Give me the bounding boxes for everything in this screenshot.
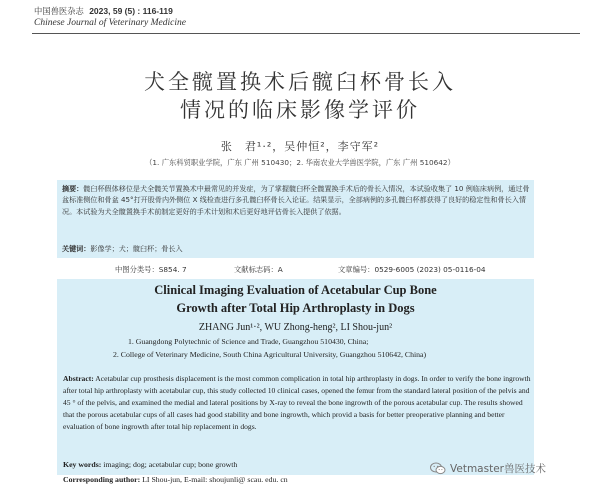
abstract-cn	[62, 183, 532, 217]
abstract-en-text: Acetabular cup prosthesis displacement is the most common complication in total hip arthroplasty in dogs. In order to verify the bone ingrowth after total hip arthroplasty with acetabular cup, this study collected 10 clinical cases, opened the femur from the standard lateral position of the pelvis and 45 ° of the pelvis, and examined the medial and lateral positions by X-ray to reveal the bone ingrowth of the porous acetabular cup. The results showed that the porous acetabular cups of all cases had good stability and bone ingrowth, which provid a basis for better preoperative planning and better evaluation of bone ingrowth after total hip replacement in dogs.	[63, 374, 531, 431]
journal-header	[34, 6, 186, 29]
watermark-text: Vetmaster兽医技术	[450, 463, 546, 475]
keywords-en	[63, 460, 237, 469]
corr-text: LI Shou-jun, E-mail: shoujunli@ scau. edu. cn	[142, 475, 288, 484]
abstract-cn-label: 摘要：	[62, 184, 84, 193]
title-cn-line2: 情况的临床影像学评价	[180, 98, 420, 122]
doc-code: 文献标志码：A	[234, 265, 283, 274]
header-rule	[32, 33, 580, 34]
keywords-cn-text: 影像学；犬；髋臼杯；骨长入	[90, 244, 183, 253]
abstract-en	[63, 373, 531, 433]
title-en-line2: Growth after Total Hip Arthroplasty in Dogs	[176, 301, 415, 315]
abstract-cn-text: 髋臼杯假体移位是犬全髋关节置换术中最常见的并发症，为了掌握髋臼杯全髋置换手术后的骨长入情况，本试验收集了 10 例临床病例，通过骨盆标准侧位和骨盆 45°打开股骨内外侧位 X 线检查进行多孔髋臼杯骨长入论证。结果显示，全部病例的多孔髋臼杯都获得了良好的稳定性和骨长入情况。本试验为犬全髋置换手术前制定更好的手术计划和术后更好地评估骨长入提供了依据。	[62, 184, 530, 216]
title-cn-line1: 犬全髋置换术后髋臼杯骨长入	[144, 70, 456, 94]
keywords-cn	[62, 244, 532, 254]
title-en-line1: Clinical Imaging Evaluation of Acetabular Cup Bone	[154, 283, 437, 297]
clc-number: 中图分类号：S854. 7	[115, 265, 187, 274]
keywords-cn-label: 关键词：	[62, 244, 91, 253]
keywords-en-text: imaging; dog; acetabular cup; bone growth	[103, 460, 238, 469]
corresponding-author	[63, 475, 288, 484]
keywords-en-label: Key words:	[63, 460, 102, 469]
affiliations-cn: （1. 广东科贸职业学院，广东 广州 510430；2. 华南农业大学兽医学院，广东 广州 510642）	[145, 158, 455, 167]
authors-cn: 张 君¹·²，吴仲恒²，李守军²	[220, 140, 380, 153]
authors-en: ZHANG Jun¹·², WU Zhong-heng², LI Shou-jun²	[198, 322, 393, 333]
wechat-icon	[430, 462, 446, 475]
abstract-en-label: Abstract:	[63, 374, 94, 383]
article-id: 文章编号：0529-6005 (2023) 05-0116-04	[338, 265, 486, 274]
issue-info: 2023, 59 (5) : 116-119	[89, 6, 173, 16]
affiliation-en-1: 1. Guangdong Polytechnic of Science and Trade, Guangzhou 510430, China;	[128, 337, 369, 346]
affiliation-en-2: 2. College of Veterinary Medicine, South China Agricultural University, Guangzhou 510642, China)	[113, 350, 427, 359]
watermark	[430, 461, 546, 476]
journal-name-en: Chinese Journal of Veterinary Medicine	[34, 18, 186, 28]
corr-label: Corresponding author:	[63, 475, 141, 484]
journal-name-cn: 中国兽医杂志	[34, 6, 84, 16]
